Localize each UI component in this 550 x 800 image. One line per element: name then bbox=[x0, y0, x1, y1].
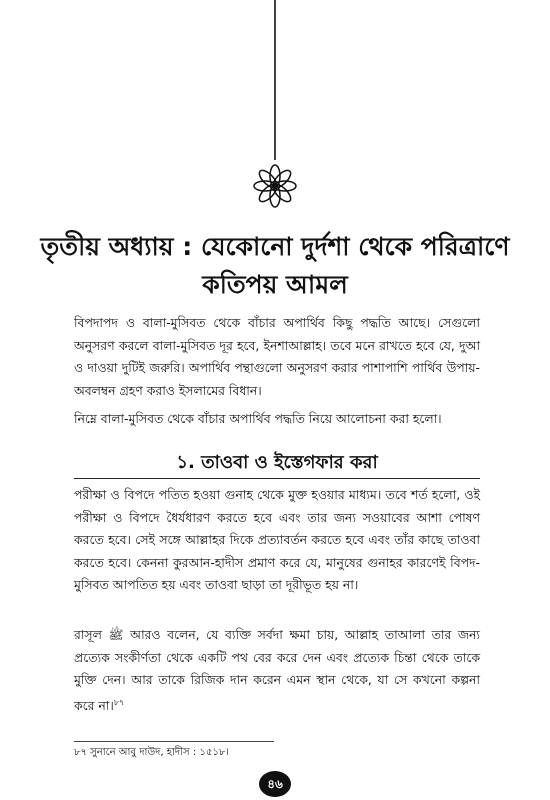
intro-paragraph: বিপদাপদ ও বালা-মুসিবত থেকে বাঁচার অপার্থিব কিছু পদ্ধতি আছে। সেগুলো অনুসরণ করলে বালা-মুসিবত দূর হবে, ইনশাআল্লাহ। তবে মনে রাখতে হবে যে, দুআ ও দাওয়া দুটিই জরুরি। অপার্থিব পন্থাগুলো অনুসরণ করার পাশাপাশি পার্থিব উপায়-অবলম্বন গ্রহণ করাও ইসলামের বিধান। bbox=[74, 315, 480, 398]
chapter-title: তৃতীয় অধ্যায় : যেকোনো দুর্দশা থেকে পরিত্রাণে কতিপয় আমল bbox=[40, 232, 510, 299]
section-divider bbox=[74, 478, 480, 479]
intro-paragraph-2: নিম্নে বালা-মুসিবত থেকে বাঁচার অপার্থিব পদ্ধতি নিয়ে আলোচনা করা হলো। bbox=[74, 411, 442, 426]
page-number-badge: ৪৬ bbox=[259, 771, 291, 797]
body-paragraph: পরীক্ষা ও বিপদে পতিত হওয়া গুনাহ থেকে মুক্ত হওয়ার মাধ্যম। তবে শর্ত হলো, ওই পরীক্ষা ও বিপদে ধৈর্যধারণ করতে হবে এবং তার জন্য সওয়াবের আশা পোষণ করতে হবে। সেই সঙ্গে আল্লাহর দিকে প্রত্যাবর্তন করতে হবে এবং তাঁর কাছে তাওবা করতে হবে। কেননা কুরআন-হাদীস প্রমাণ করে যে, মানুষের গুনাহর কারণেই বিপদ-মুসিবত আপতিত হয় এবং তাওবা ছাড়া তা দূরীভূত হয় না। bbox=[74, 487, 480, 593]
footnote: ৮৭ সুনানে আবু দাউদ, হাদীস : ১৫১৮। bbox=[74, 747, 229, 758]
footnote-divider bbox=[74, 741, 274, 742]
footnote-reference[interactable]: ৮৭ bbox=[113, 697, 125, 707]
chapter-ornament bbox=[0, 0, 550, 210]
section-heading: ১. তাওবা ও ইস্তেগফার করা bbox=[176, 452, 378, 473]
flower-ornament-icon bbox=[254, 165, 296, 207]
body-paragraph-2 bbox=[74, 624, 480, 718]
body-paragraph-2-text: রাসূল ﷺ আরও বলেন, যে ব্যক্তি সর্বদা ক্ষমা চায়, আল্লাহ তাআলা তার জন্য প্রত্যেক সংকীর্ণতা থেকে একটি পথ বের করে দেন এবং প্রত্যেক চিন্তা থেকে তাকে মুক্তি দেন। আর তাকে রিজিক দান করেন এমন স্থান থেকে, যা সে কখনো কল্পনা করে না। bbox=[74, 627, 481, 713]
